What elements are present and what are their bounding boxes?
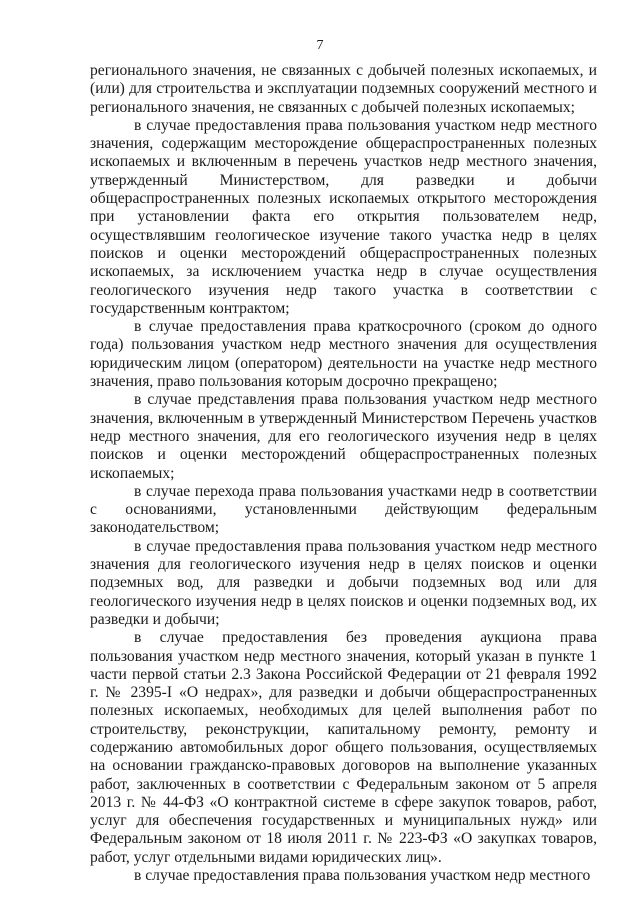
paragraph: в случае предоставления права краткосрочного (сроком до одного года) пользования участком недр местного значения для осуществления юридическим лицом (оператором) деятельности на участке недр местного значения, право пользования которым досрочно прекращено; [90, 318, 597, 391]
page-number: 7 [316, 38, 324, 53]
paragraph: в случае предоставления права пользования участком недр местного значения, содержащим месторождение общераспространенных полезных ископаемых и включенным в перечень участков недр местного значения, утвержденный Министерством, для разведки и добычи общераспространенных полезных ископаемых открытого месторождения при установлении факта его открытия пользователем недр, осуществлявшим геологическое изучение такого участка недр в целях поисков и оценки месторождений общераспространенных полезных ископаемых, за исключением участка недр в случае осуществления геологического изучения недр такого участка в соответствии с государственным контрактом; [90, 116, 597, 317]
paragraph: в случае предоставления права пользования участком недр местного значения для геологического изучения недр в целях поисков и оценки подземных вод, для разведки и добычи подземных вод или для геологического изучения недр в целях поисков и оценки подземных вод, их разведки и добычи; [90, 537, 597, 628]
document-body [90, 62, 597, 885]
paragraph: в случае предоставления права пользования участком недр местного [134, 867, 591, 885]
paragraph: регионального значения, не связанных с добычей полезных ископаемых, и (или) для строительства и эксплуатации подземных сооружений местного и регионального значения, не связанных с добычей полезных ископаемых; [90, 62, 597, 116]
paragraph: в случае предоставления без проведения аукциона права пользования участком недр местного значения, который указан в пункте 1 части первой статьи 2.3 Закона Российской Федерации от 21 февраля 1992 г. № 2395-I «О недрах», для разведки и добычи общераспространенных полезных ископаемых, необходимых для целей выполнения работ по строительству, реконструкции, капитальному ремонту, ремонту и содержанию автомобильных дорог общего пользования, осуществляемых на основании гражданско-правовых договоров на выполнение указанных работ, заключенных в соответствии с Федеральным законом от 5 апреля 2013 г. № 44-ФЗ «О контрактной системе в сфере закупок товаров, работ, услуг для обеспечения государственных и муниципальных нужд» или Федеральным законом от 18 июля 2011 г. № 223-ФЗ «О закупках товаров, работ, услуг отдельными видами юридических лиц». [90, 629, 597, 866]
paragraph: в случае перехода права пользования участками недр в соответствии с основаниями, установленными действующим федеральным законодательством; [90, 482, 597, 537]
paragraph: в случае представления права пользования участком недр местного значения, включенным в утвержденный Министерством Перечень участков недр местного значения, для его геологического изучения недр в целях поисков и оценки месторождений общераспространенных полезных ископаемых; [90, 391, 597, 482]
